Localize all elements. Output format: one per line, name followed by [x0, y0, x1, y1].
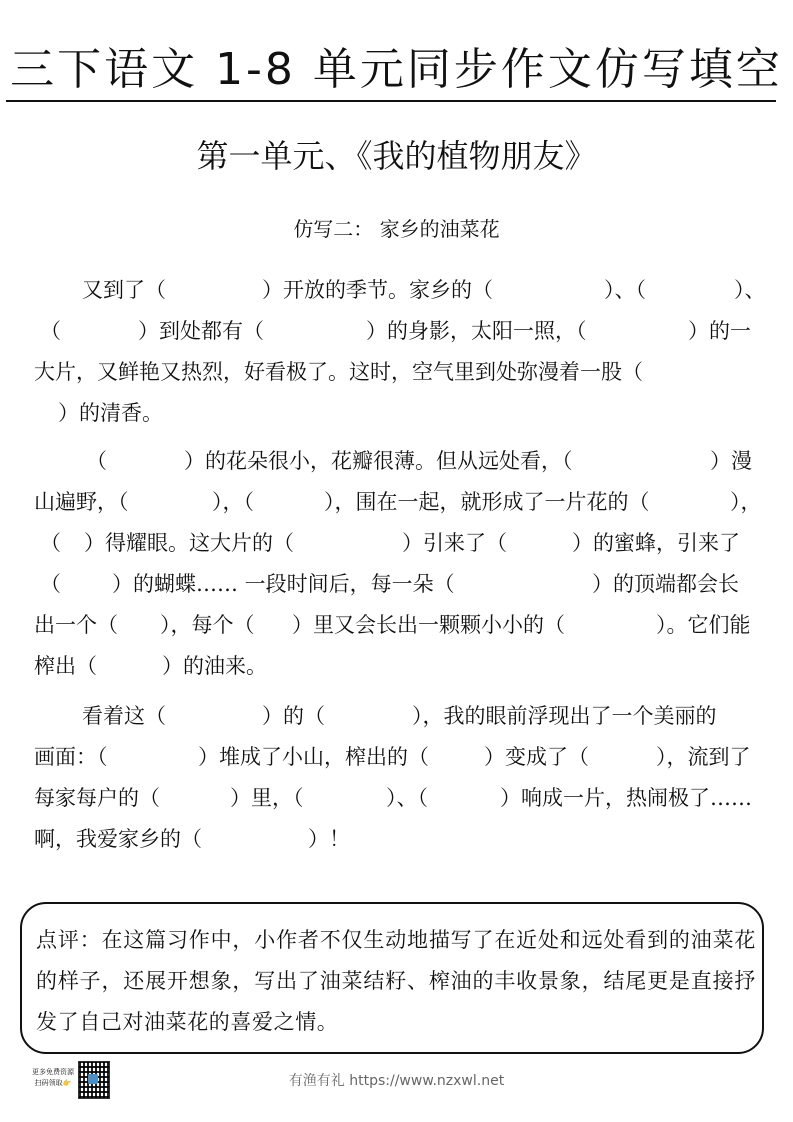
- text-segment: ），我的眼前浮现出了一个美丽的: [412, 704, 717, 728]
- text-segment: ）响成一片，热闹极了……: [500, 786, 752, 810]
- text-segment: ）的油来。: [162, 654, 267, 678]
- text-segment: 山遍野，（: [34, 490, 129, 514]
- text-line: [34, 778, 760, 819]
- text-segment: ），（: [212, 490, 254, 514]
- text-segment: 榨出（: [34, 654, 97, 678]
- paragraph-2: [34, 441, 760, 687]
- comment-text: 点评：在这篇习作中，小作者不仅生动地描写了在近处和远处看到的油菜花的样子，还展开想象，写出了油菜结籽、榨油的丰收景象，结尾更是直接抒发了自己对油菜花的喜爱之情。: [36, 928, 756, 1034]
- text-segment: ）的一: [688, 319, 751, 343]
- text-segment: （: [40, 319, 61, 343]
- text-segment: ），围在一起，就形成了一片花的（: [324, 490, 650, 514]
- comment-box: [20, 902, 764, 1054]
- text-line: [34, 819, 760, 860]
- text-line: [34, 311, 760, 352]
- text-segment: ）到处都有（: [138, 319, 264, 343]
- text-line: [34, 564, 760, 605]
- document-title: 三下语文 1-8 单元同步作文仿写填空: [10, 44, 783, 95]
- text-line: [34, 696, 760, 737]
- text-segment: ）堆成了小山，榨出的（: [198, 745, 429, 769]
- text-segment: ），流到了: [656, 745, 751, 769]
- text-segment: ）的（: [262, 704, 325, 728]
- footer-watermark: 有渔有礼 https://www.nzxwl.net: [288, 1073, 505, 1089]
- text-segment: ）！: [308, 827, 350, 851]
- text-segment: ）。它们能: [656, 613, 751, 637]
- text-line: [34, 352, 760, 393]
- text-segment: ）漫: [710, 449, 752, 473]
- text-line: [34, 270, 766, 311]
- text-segment: 啊，我爱家乡的（: [34, 827, 202, 851]
- text-line: [34, 646, 760, 687]
- text-segment: ），: [730, 490, 762, 514]
- text-segment: ）的身影，太阳一照，（: [366, 319, 587, 343]
- text-line: [34, 482, 760, 523]
- text-segment: 每家每户的（: [34, 786, 160, 810]
- text-segment: ）得耀眼。这大片的（: [84, 531, 294, 555]
- qr-caption-line-1: 更多免费资源: [32, 1068, 74, 1076]
- text-segment: 大片，又鲜艳又热烈，好看极了。这时，空气里到处弥漫着一股（: [34, 360, 643, 384]
- text-line: [34, 605, 760, 646]
- text-segment: （: [40, 572, 61, 596]
- paragraph-3: [34, 696, 760, 860]
- text-segment: ）里，（: [230, 786, 304, 810]
- text-segment: ）里又会长出一颗颗小小的（: [292, 613, 565, 637]
- text-segment: ）引来了（: [402, 531, 507, 555]
- text-segment: ）、: [734, 278, 766, 302]
- text-segment: ）、（: [386, 786, 428, 810]
- title-underline: [6, 100, 776, 102]
- text-segment: ），每个（: [160, 613, 255, 637]
- text-segment: ）的花朵很小，花瓣很薄。但从远处看，（: [184, 449, 573, 473]
- text-segment: （: [86, 449, 107, 473]
- text-segment: 看着这（: [82, 704, 166, 728]
- paragraph-1: [34, 270, 766, 434]
- text-segment: 又到了（: [82, 278, 166, 302]
- text-segment: ）的蝴蝶…… 一段时间后，每一朵（: [112, 572, 455, 596]
- text-line: [34, 393, 760, 434]
- text-line: [34, 441, 760, 482]
- text-segment: ）、（: [604, 278, 646, 302]
- text-segment: 出一个（: [34, 613, 118, 637]
- text-segment: ）变成了（: [484, 745, 589, 769]
- unit-title: 第一单元、《我的植物朋友》: [196, 137, 597, 175]
- text-segment: ）的清香。: [58, 401, 163, 425]
- text-line: [34, 737, 760, 778]
- text-segment: （: [40, 531, 61, 555]
- text-segment: ）的顶端都会长: [592, 572, 739, 596]
- exercise-subtitle: 仿写二： 家乡的油菜花: [293, 217, 500, 241]
- text-segment: ）开放的季节。家乡的（: [262, 278, 493, 302]
- text-segment: 画面：（: [34, 745, 108, 769]
- qr-caption-line-2: 扫码领取👉: [34, 1079, 72, 1087]
- text-segment: ）的蜜蜂，引来了: [572, 531, 740, 555]
- text-line: [34, 523, 760, 564]
